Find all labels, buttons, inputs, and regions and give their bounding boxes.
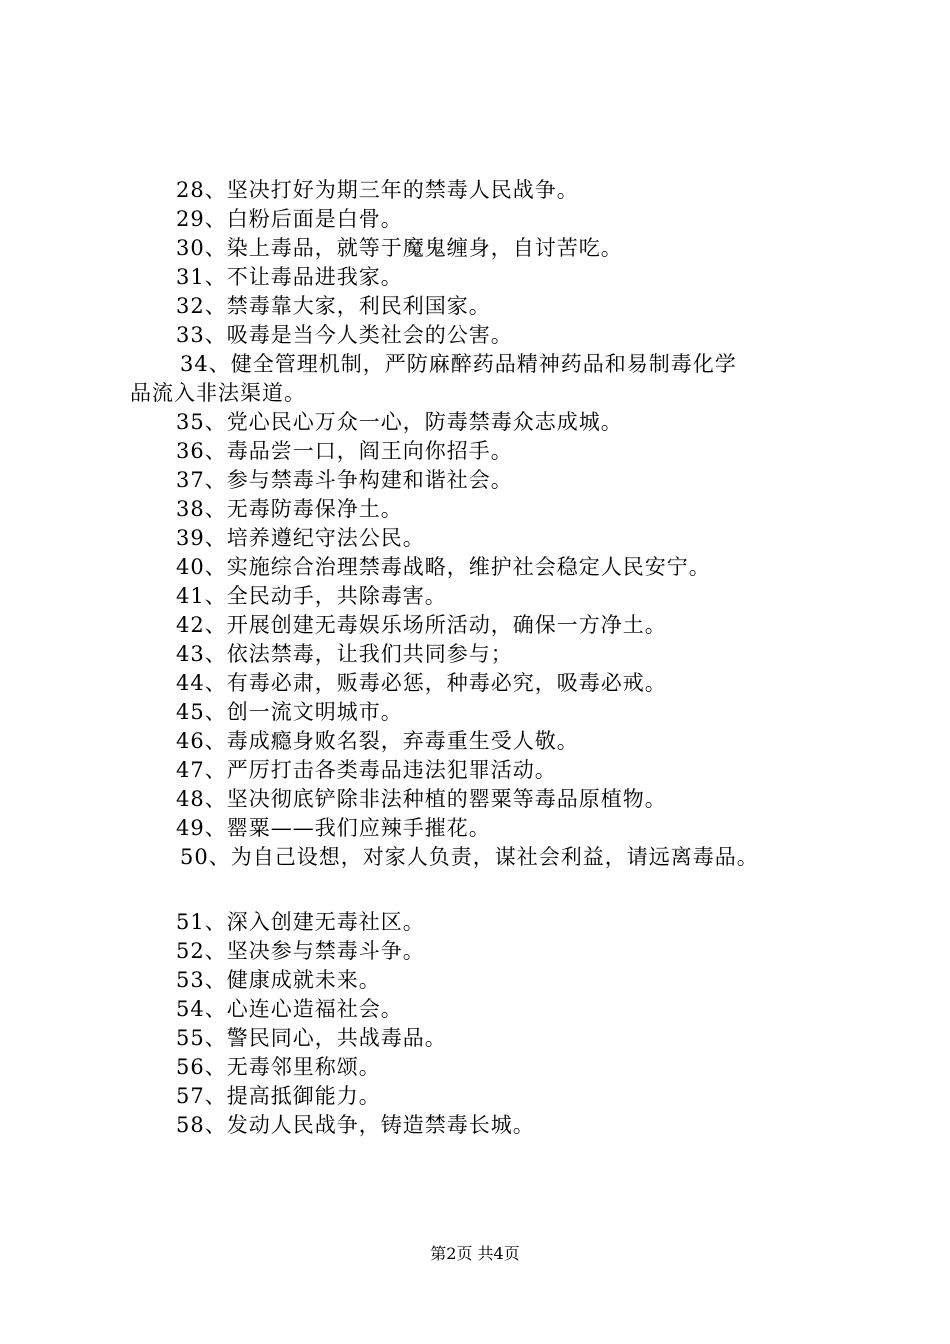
slogan-line: 35、党心民心万众一心，防毒禁毒众志成城。 — [176, 410, 623, 434]
slogan-line: 34、健全管理机制，严防麻醉药品精神药品和易制毒化学 — [180, 352, 737, 376]
slogan-line: 31、不让毒品进我家。 — [176, 265, 403, 289]
slogan-line: 29、白粉后面是白骨。 — [176, 207, 403, 231]
slogan-line: 42、开展创建无毒娱乐场所活动，确保一方净土。 — [176, 613, 667, 637]
slogan-line: 56、无毒邻里称颂。 — [176, 1055, 381, 1079]
slogan-line: 47、严厉打击各类毒品违法犯罪活动。 — [176, 758, 557, 782]
slogan-line: 52、坚决参与禁毒斗争。 — [176, 939, 425, 963]
slogan-line: 43、依法禁毒，让我们共同参与； — [176, 642, 513, 666]
slogan-line: 53、健康成就未来。 — [176, 968, 381, 992]
slogan-line: 38、无毒防毒保净土。 — [176, 497, 403, 521]
slogan-line: 28、坚决打好为期三年的禁毒人民战争。 — [176, 178, 579, 202]
slogan-line: 51、深入创建无毒社区。 — [176, 910, 425, 934]
slogan-line: 55、警民同心，共战毒品。 — [176, 1026, 447, 1050]
slogan-list — [130, 176, 930, 1140]
slogan-line: 46、毒成瘾身败名裂，弃毒重生受人敬。 — [176, 729, 579, 753]
paragraph-gap — [130, 872, 930, 908]
slogan-line: 39、培养遵纪守法公民。 — [176, 526, 425, 550]
slogan-line: 57、提高抵御能力。 — [176, 1084, 381, 1108]
slogan-line: 30、染上毒品，就等于魔鬼缠身，自讨苦吃。 — [176, 236, 623, 260]
slogan-line: 58、发动人民战争，铸造禁毒长城。 — [176, 1113, 535, 1137]
slogan-line: 37、参与禁毒斗争构建和谐社会。 — [176, 468, 513, 492]
slogan-line: 44、有毒必肃，贩毒必惩，种毒必究，吸毒必戒。 — [176, 671, 667, 695]
slogan-line-continuation: 品流入非法渠道。 — [130, 381, 306, 405]
slogan-line: 49、罂粟——我们应辣手摧花。 — [176, 816, 491, 840]
slogan-line: 32、禁毒靠大家，利民利国家。 — [176, 294, 491, 318]
slogan-line: 33、吸毒是当今人类社会的公害。 — [176, 323, 513, 347]
slogan-line: 54、心连心造福社会。 — [176, 997, 403, 1021]
slogan-line: 45、创一流文明城市。 — [176, 700, 403, 724]
slogan-line: 40、实施综合治理禁毒战略，维护社会稳定人民安宁。 — [176, 555, 711, 579]
slogan-line: 41、全民动手，共除毒害。 — [176, 584, 447, 608]
page-footer: 第2页 共4页 — [430, 1244, 520, 1263]
slogan-line: 36、毒品尝一口，阎王向你招手。 — [176, 439, 513, 463]
slogan-line: 48、坚决彻底铲除非法种植的罂粟等毒品原植物。 — [176, 787, 667, 811]
slogan-line: 50、为自己设想，对家人负责，谋社会利益，请远离毒品。 — [180, 845, 759, 869]
